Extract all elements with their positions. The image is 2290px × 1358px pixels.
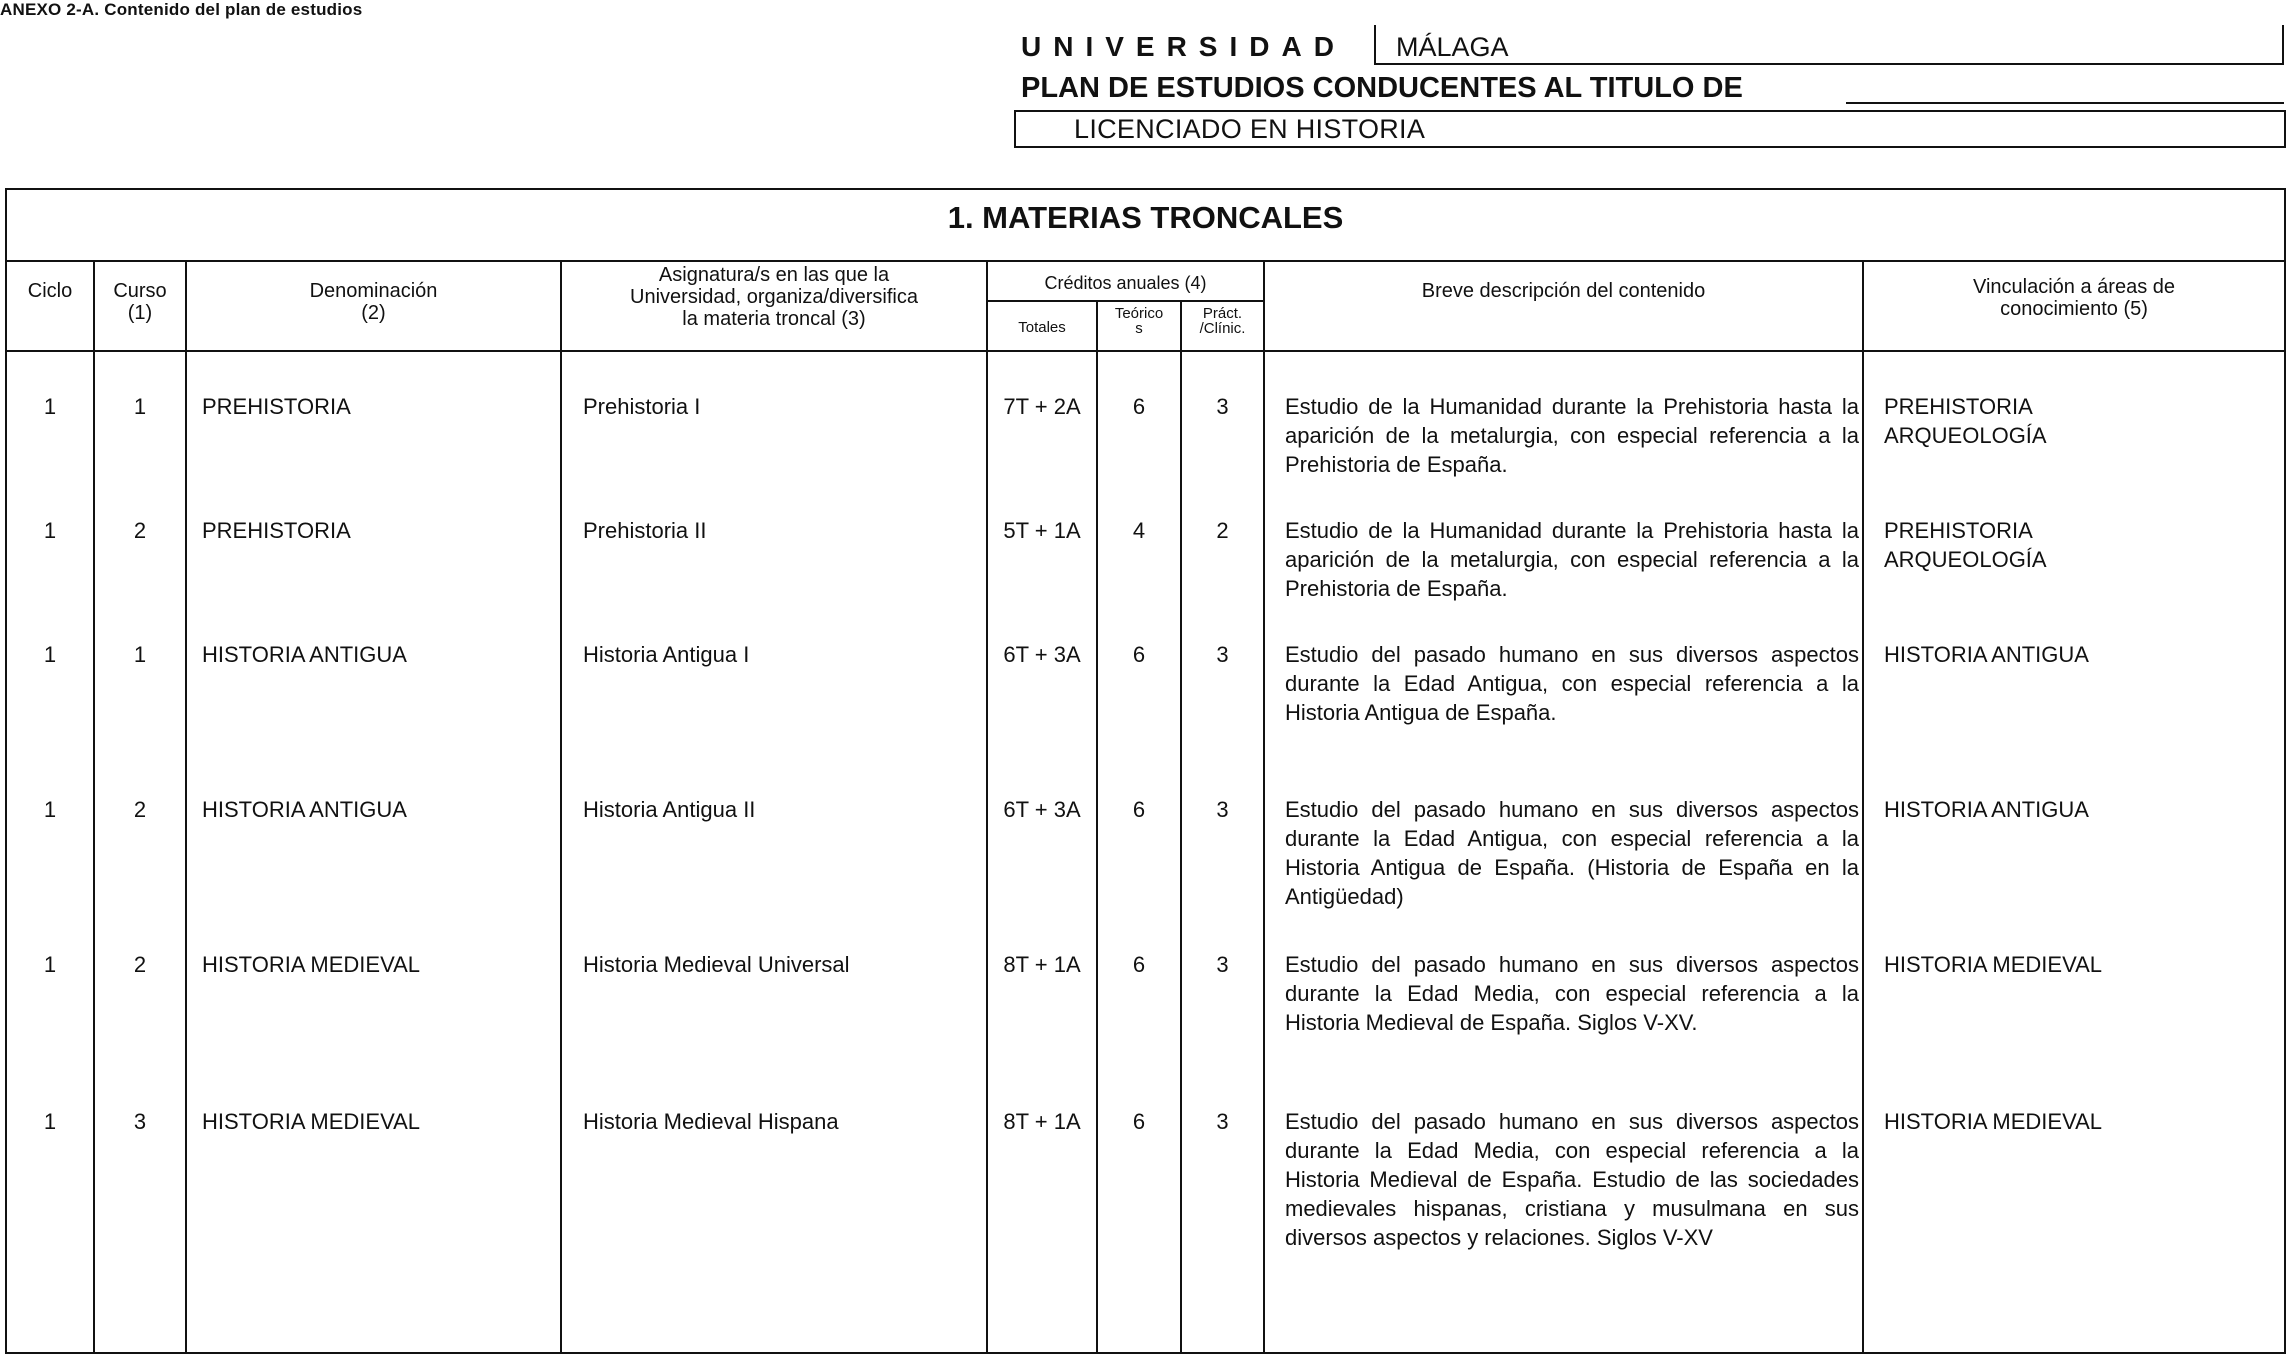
- cell-denominacion: HISTORIA ANTIGUA: [202, 797, 407, 822]
- header-bottom-rule: [5, 350, 2286, 352]
- cell-curso: 3: [133, 1109, 147, 1134]
- header-totales-text: Totales: [1018, 319, 1066, 336]
- header-vinculacion-line1: Vinculación a áreas de: [1973, 276, 2175, 298]
- cell-ciclo: 1: [43, 797, 57, 822]
- header-teoricos: [1098, 306, 1180, 336]
- cell-totales: 6T + 3A: [1003, 797, 1081, 822]
- header-curso-line2: (1): [127, 302, 153, 324]
- header-vinculacion-line2: conocimiento (5): [2000, 298, 2148, 320]
- cell-denominacion: PREHISTORIA: [202, 394, 351, 419]
- col-divider: [1263, 260, 1265, 1354]
- cell-teoricos: 6: [1132, 797, 1146, 822]
- cell-teoricos: 6: [1132, 1109, 1146, 1134]
- cell-totales: 6T + 3A: [1003, 642, 1081, 667]
- university-label: UNIVERSIDAD: [1021, 31, 1346, 62]
- cell-teoricos: 6: [1132, 952, 1146, 977]
- cell-teoricos: 4: [1132, 518, 1146, 543]
- cell-ciclo: 1: [43, 642, 57, 667]
- cell-practicos: 3: [1216, 1109, 1229, 1134]
- header-denominacion: [187, 280, 560, 324]
- header-descripcion-text: Breve descripción del contenido: [1421, 280, 1706, 302]
- cell-ciclo: 1: [43, 518, 57, 543]
- cell-area: HISTORIA MEDIEVAL: [1884, 1109, 2103, 1134]
- cell-descripcion: Estudio del pasado humano en sus diversos aspectos durante la Edad Media, con especial referencia a la Historia Medieval de España. Siglos V-XV.: [1285, 952, 1859, 1035]
- cell-area: HISTORIA MEDIEVAL: [1884, 952, 2103, 977]
- cell-denominacion: HISTORIA MEDIEVAL: [202, 1109, 421, 1134]
- cell-descripcion: Estudio de la Humanidad durante la Prehistoria hasta la aparición de la metalurgia, con especial referencia a la Prehistoria de España.: [1285, 394, 1859, 477]
- header-asignaturas-line2: Universidad, organiza/diversifica: [630, 286, 918, 308]
- cell-ciclo: 1: [43, 394, 57, 419]
- header-asignaturas: [562, 264, 986, 330]
- header-ciclo-text: Ciclo: [27, 280, 73, 302]
- cell-practicos: 3: [1216, 797, 1229, 822]
- cell-area: PREHISTORIA: [1884, 518, 2033, 543]
- header-asignaturas-line1: Asignatura/s en las que la: [658, 264, 890, 286]
- cell-practicos: 3: [1216, 642, 1229, 667]
- header-practicos-line1: Práct.: [1202, 305, 1243, 322]
- cell-teoricos: 6: [1132, 394, 1146, 419]
- cell-totales: 8T + 1A: [1003, 1109, 1081, 1134]
- cell-curso: 2: [133, 952, 147, 977]
- cell-teoricos: 6: [1132, 642, 1146, 667]
- annex-heading: ANEXO 2-A. Contenido del plan de estudios: [0, 0, 363, 19]
- table-frame: [5, 188, 2286, 1354]
- cell-ciclo: 1: [43, 1109, 57, 1134]
- cell-area: PREHISTORIA: [1884, 394, 2033, 419]
- credits-sub-rule: [986, 300, 1263, 302]
- header-totales: [988, 320, 1096, 335]
- header-denominacion-line2: (2): [361, 302, 386, 324]
- cell-curso: 2: [133, 518, 147, 543]
- cell-curso: 2: [133, 797, 147, 822]
- cell-practicos: 2: [1216, 518, 1229, 543]
- cell-ciclo: 1: [43, 952, 57, 977]
- header-curso: [95, 280, 185, 324]
- cell-asignatura: Historia Medieval Hispana: [583, 1109, 839, 1134]
- header-top-rule: [5, 260, 2286, 262]
- cell-area: ARQUEOLOGÍA: [1884, 547, 2047, 572]
- header-practicos: [1182, 306, 1263, 336]
- cell-asignatura: Prehistoria II: [583, 518, 707, 543]
- header-curso-line1: Curso: [113, 280, 167, 302]
- header-asignaturas-line3: la materia troncal (3): [682, 308, 866, 330]
- cell-denominacion: HISTORIA MEDIEVAL: [202, 952, 421, 977]
- col-divider: [1096, 300, 1098, 1354]
- header-practicos-line2: /Clínic.: [1199, 320, 1246, 337]
- cell-asignatura: Historia Medieval Universal: [583, 952, 850, 977]
- cell-curso: 1: [133, 394, 147, 419]
- cell-asignatura: Historia Antigua II: [583, 797, 756, 822]
- cell-asignatura: Prehistoria I: [583, 394, 701, 419]
- header-teoricos-line1: Teórico: [1114, 305, 1164, 322]
- cell-descripcion: Estudio del pasado humano en sus diversos aspectos durante la Edad Media, con especial referencia a la Historia Medieval de España. Estudio de las sociedades medievales hispanas, cristiana y musulmana en sus diversos aspectos y relaciones. Siglos V-XV: [1285, 1109, 1859, 1250]
- col-divider: [185, 260, 187, 1354]
- header-denominacion-line1: Denominación: [309, 280, 438, 302]
- cell-denominacion: PREHISTORIA: [202, 518, 351, 543]
- university-box: [1374, 25, 2284, 65]
- header-vinculacion: [1864, 276, 2284, 320]
- cell-area: HISTORIA ANTIGUA: [1884, 797, 2089, 822]
- cell-denominacion: HISTORIA ANTIGUA: [202, 642, 407, 667]
- cell-area: ARQUEOLOGÍA: [1884, 423, 2047, 448]
- cell-totales: 5T + 1A: [1003, 518, 1081, 543]
- cell-practicos: 3: [1216, 952, 1229, 977]
- cell-asignatura: Historia Antigua I: [583, 642, 750, 667]
- col-divider: [1180, 300, 1182, 1354]
- degree-value: LICENCIADO EN HISTORIA: [1074, 114, 1426, 144]
- cell-descripcion: Estudio del pasado humano en sus diversos aspectos durante la Edad Antigua, con especial referencia a la Historia Antigua de España. (Historia de España en la Antigüedad): [1285, 797, 1859, 909]
- university-value: MÁLAGA: [1396, 32, 1509, 62]
- cell-area: HISTORIA ANTIGUA: [1884, 642, 2089, 667]
- header-creditos: [988, 272, 1263, 294]
- header-teoricos-line2: s: [1135, 320, 1143, 337]
- section-title: 1. MATERIAS TRONCALES: [947, 200, 1344, 235]
- header-descripcion: [1265, 280, 1862, 302]
- cell-totales: 7T + 2A: [1003, 394, 1081, 419]
- header-ciclo: [7, 280, 93, 302]
- cell-curso: 1: [133, 642, 147, 667]
- plan-title: PLAN DE ESTUDIOS CONDUCENTES AL TITULO DE: [1021, 72, 1743, 104]
- plan-title-line: [1846, 102, 2284, 104]
- col-divider: [1862, 260, 1864, 1354]
- cell-descripcion: Estudio de la Humanidad durante la Prehistoria hasta la aparición de la metalurgia, con especial referencia a la Prehistoria de España.: [1285, 518, 1859, 601]
- cell-descripcion: Estudio del pasado humano en sus diversos aspectos durante la Edad Antigua, con especial referencia a la Historia Antigua de España.: [1285, 642, 1859, 725]
- cell-practicos: 3: [1216, 394, 1229, 419]
- cell-totales: 8T + 1A: [1003, 952, 1081, 977]
- col-divider: [560, 260, 562, 1354]
- header-creditos-text: Créditos anuales (4): [1044, 273, 1207, 293]
